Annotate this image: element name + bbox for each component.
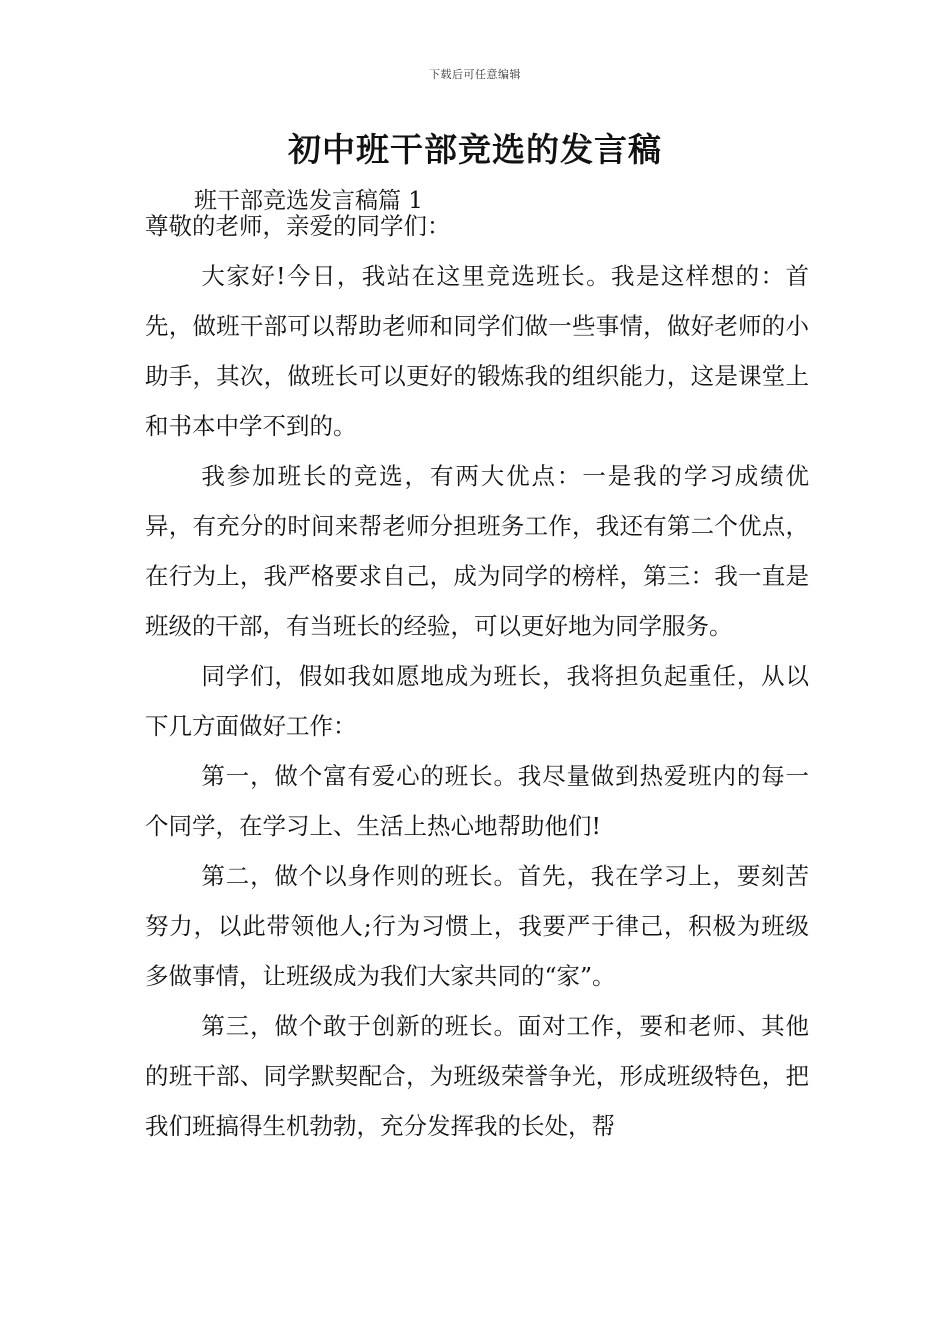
paragraph-plan-intro: 同学们，假如我如愿地成为班长，我将担负起重任，从以下几方面做好工作：	[145, 662, 809, 740]
document-subtitle: 班干部竞选发言稿篇 1	[194, 188, 423, 214]
salutation: 尊敬的老师，亲爱的同学们：	[145, 212, 451, 240]
paragraph-greeting: 大家好!今日，我站在这里竞选班长。我是这样想的：首先，做班干部可以帮助老师和同学们做一些事情，做好老师的小助手，其次，做班长可以更好的锻炼我的组织能力，这是课堂上和书本中学不到的。	[145, 262, 809, 440]
paragraph-point-two: 第二，做个以身作则的班长。首先，我在学习上，要刻苦努力，以此带领他人;行为习惯上，我要严于律己，积极为班级多做事情，让班级成为我们大家共同的“家”。	[145, 862, 809, 990]
header-note: 下载后可任意编辑	[429, 68, 521, 81]
paragraph-strengths: 我参加班长的竞选，有两大优点：一是我的学习成绩优异，有充分的时间来帮老师分担班务工作，我还有第二个优点，在行为上，我严格要求自己，成为同学的榜样，第三：我一直是班级的干部，有当班长的经验，可以更好地为同学服务。	[145, 462, 809, 640]
paragraph-point-one: 第一，做个富有爱心的班长。我尽量做到热爱班内的每一个同学，在学习上、生活上热心地帮助他们!	[145, 762, 809, 840]
document-title: 初中班干部竞选的发言稿	[288, 130, 662, 169]
document-body	[145, 201, 809, 1151]
paragraph-point-three: 第三，做个敢于创新的班长。面对工作，要和老师、其他的班干部、同学默契配合，为班级荣誉争光，形成班级特色，把我们班搞得生机勃勃，充分发挥我的长处，帮	[145, 1012, 809, 1140]
